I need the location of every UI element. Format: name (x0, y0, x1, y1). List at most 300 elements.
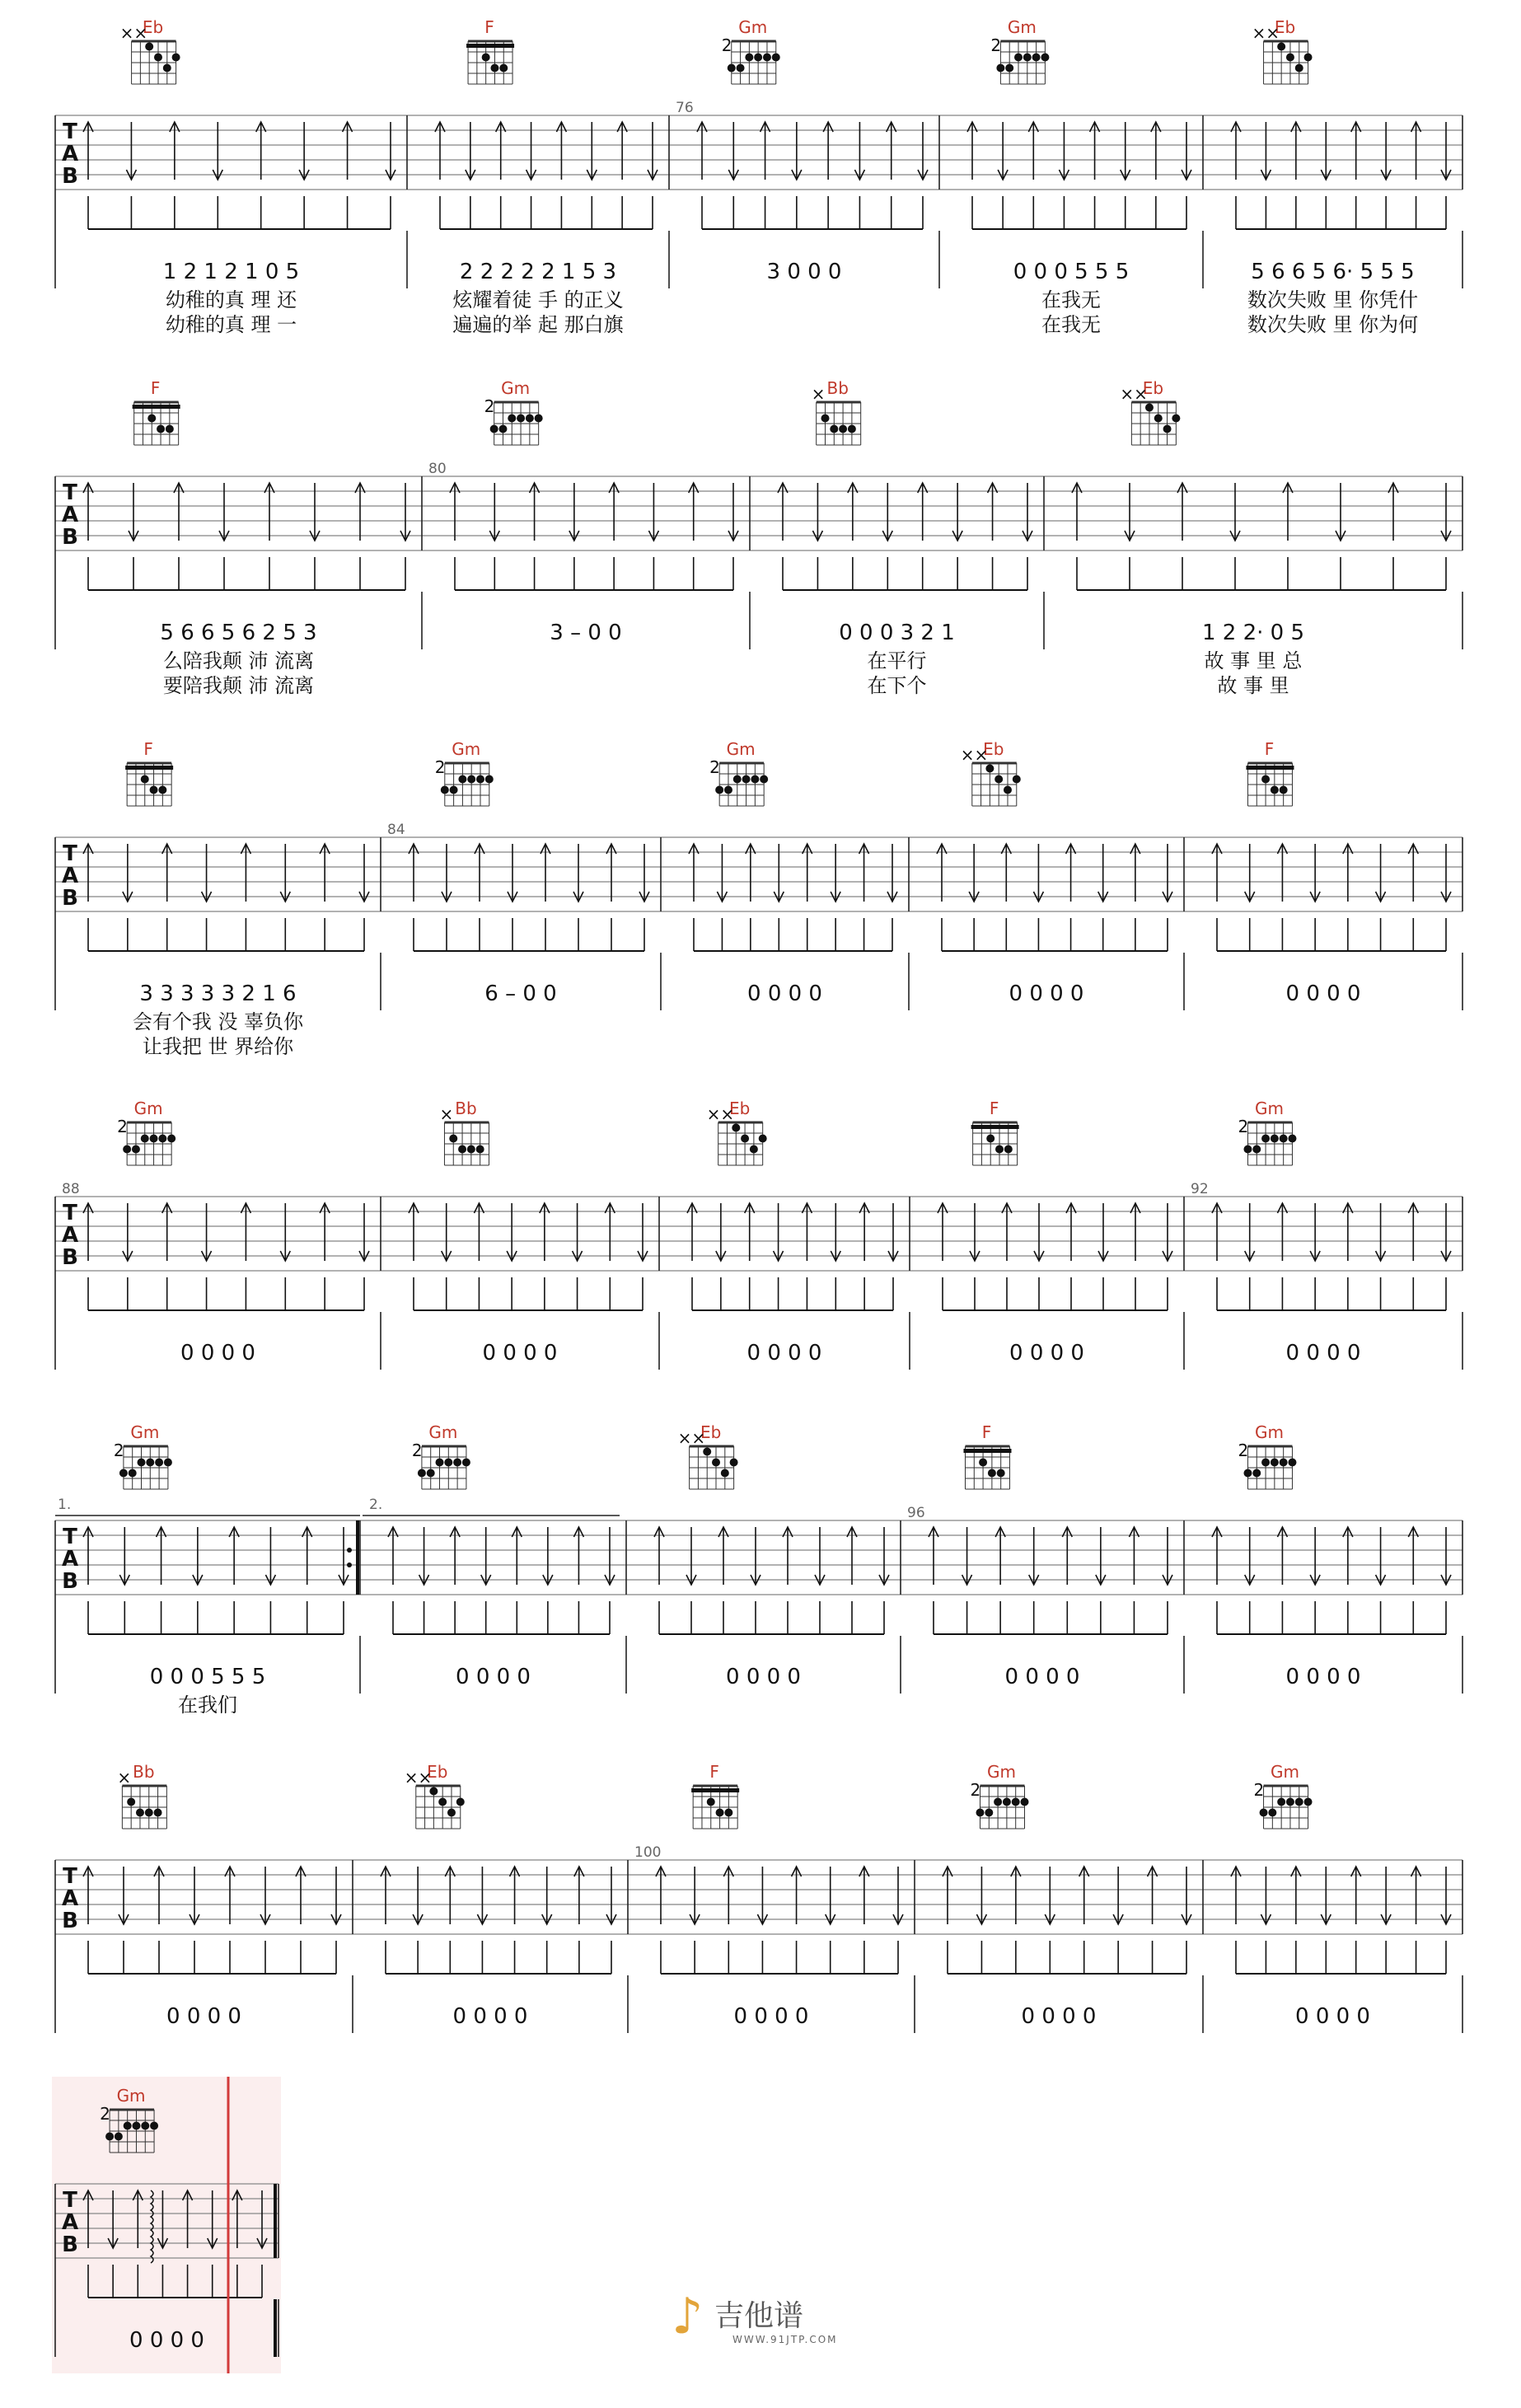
measure (1231, 1762, 1462, 2033)
chord-dot (155, 1459, 163, 1467)
chord-dot (712, 1459, 720, 1467)
chord-dot (1012, 1798, 1020, 1806)
chord-dot (996, 64, 1004, 73)
strum-up-arrow (83, 483, 93, 590)
strum-down-arrow (1033, 844, 1043, 951)
chord-fret-number: 2 (1238, 1117, 1249, 1136)
strum-down-arrow (812, 483, 822, 590)
chord-name: F (1264, 739, 1275, 759)
chord-diagram (125, 739, 173, 806)
chord-dot (438, 1798, 447, 1806)
chord-fret-number: 2 (709, 757, 720, 777)
chord-mute-mark: × (811, 384, 826, 404)
chord-dot (138, 1459, 146, 1467)
strum-down-arrow (728, 483, 738, 590)
strum-down-arrow (888, 1203, 898, 1310)
chord-name: Bb (133, 1762, 155, 1782)
strum-down-arrow (792, 122, 802, 229)
strum-down-arrow (1321, 122, 1331, 229)
strum-down-arrow (359, 844, 369, 951)
strum-up-arrow (450, 1527, 460, 1634)
chord-diagram (961, 739, 1021, 806)
strum-down-arrow (686, 1527, 696, 1634)
numbered-notation: 2 2 2 2 2 1 5 3 (459, 260, 617, 284)
chord-diagram (963, 1422, 1011, 1489)
strum-down-arrow (690, 1867, 700, 1974)
chord-dot (444, 1459, 452, 1467)
strum-down-arrow (970, 1203, 980, 1310)
strum-up-arrow (83, 1203, 93, 1310)
chord-dot (526, 415, 534, 423)
strum-down-arrow (202, 844, 212, 951)
chord-dot (1277, 43, 1285, 51)
chord-dot (1277, 1798, 1285, 1806)
strum-down-arrow (1034, 1203, 1044, 1310)
chord-mute-mark: ×× (960, 745, 989, 765)
chord-diagram (1238, 1099, 1296, 1165)
numbered-notation: 0 0 0 0 (726, 1665, 801, 1689)
chord-fret-number: 2 (970, 1780, 981, 1800)
strum-down-arrow (1098, 844, 1108, 951)
chord-dot (1252, 1145, 1261, 1154)
strum-up-arrow (409, 1203, 419, 1310)
strum-up-arrow (1011, 1867, 1021, 1974)
chord-dot (1261, 775, 1270, 784)
tab-clef-a: A (61, 1547, 79, 1572)
strum-up-arrow (1408, 1203, 1418, 1310)
strum-up-arrow (1212, 844, 1222, 951)
strum-up-arrow (746, 844, 756, 951)
numbered-notation: 0 0 0 0 (452, 2004, 528, 2029)
system-2 (55, 378, 1462, 697)
numbered-notation: 3 0 0 0 (766, 260, 842, 284)
chord-dot (157, 425, 165, 433)
strum-down-arrow (728, 122, 738, 229)
strum-up-arrow (343, 122, 353, 229)
tab-clef-a: A (61, 142, 79, 166)
strum-up-arrow (1388, 483, 1398, 590)
chord-dot (750, 1145, 758, 1154)
chord-name: Gm (987, 1762, 1016, 1782)
strum-up-arrow (512, 1527, 522, 1634)
chord-dot (427, 1469, 435, 1478)
measure-number: 100 (634, 1844, 662, 1861)
chord-dot (1154, 415, 1163, 423)
strum-up-arrow (1001, 844, 1011, 951)
chord-name: Gm (1007, 17, 1037, 37)
strum-down-arrow (1310, 844, 1320, 951)
chord-diagram (133, 378, 180, 445)
chord-fret-number: 2 (117, 1117, 128, 1136)
strum-up-arrow (1062, 1527, 1072, 1634)
measure-number: 92 (1191, 1181, 1209, 1197)
lyric-line-1: 故 事 里 总 (1204, 649, 1303, 672)
chord-name: Gm (116, 2086, 146, 2106)
chord-dot (124, 2122, 132, 2130)
lyric-line-1: 在平行 (867, 649, 927, 672)
strum-up-arrow (1408, 1527, 1418, 1634)
strum-down-arrow (569, 483, 579, 590)
measure (387, 739, 661, 1010)
chord-dot (154, 54, 162, 62)
strum-down-arrow (879, 1527, 889, 1634)
strum-down-arrow (638, 1203, 648, 1310)
strum-up-arrow (1066, 844, 1076, 951)
chord-dot (985, 1809, 993, 1817)
system-6 (55, 1762, 1462, 2033)
strum-down-arrow (1045, 1867, 1055, 1974)
numbered-notation: 1 2 2· 0 5 (1201, 621, 1305, 645)
chord-dot (839, 425, 847, 433)
system-5 (55, 1422, 1462, 1717)
strum-up-arrow (995, 1527, 1005, 1634)
strum-up-arrow (718, 1527, 728, 1634)
strum-down-arrow (717, 844, 727, 951)
strum-up-arrow (445, 1867, 455, 1974)
chord-dot (123, 1145, 131, 1154)
strum-down-arrow (190, 1867, 199, 1974)
chord-barre (125, 766, 173, 770)
measure (83, 1422, 360, 1717)
strum-down-arrow (1113, 1867, 1123, 1974)
numbered-notation: 0 0 0 0 (1009, 1341, 1084, 1366)
chord-name: Eb (729, 1099, 751, 1118)
strum-down-arrow (280, 1203, 290, 1310)
chord-mute-mark: ×× (119, 23, 148, 43)
strum-down-arrow (606, 1867, 616, 1974)
chord-dot (147, 415, 156, 423)
measure (428, 378, 750, 649)
strum-down-arrow (1441, 844, 1451, 951)
strum-down-arrow (716, 1203, 726, 1310)
numbered-notation: 5 6 6 5 6 2 5 3 (160, 621, 317, 645)
strum-up-arrow (656, 1867, 666, 1974)
strum-down-arrow (542, 1867, 552, 1974)
strum-down-arrow (1441, 1867, 1451, 1974)
strum-down-arrow (1182, 1867, 1191, 1974)
strum-up-arrow (859, 1867, 869, 1974)
numbered-notation: 3 – 0 0 (550, 621, 622, 645)
chord-name: F (709, 1762, 719, 1782)
strum-down-arrow (1245, 1527, 1255, 1634)
numbered-notation: 0 0 0 0 (746, 1341, 822, 1366)
chord-diagram (1238, 1422, 1296, 1489)
strum-up-arrow (1090, 122, 1100, 229)
strum-down-arrow (339, 1527, 349, 1634)
chord-dot (449, 1135, 457, 1143)
strum-up-arrow (540, 1203, 550, 1310)
numbered-notation: 6 – 0 0 (484, 981, 557, 1006)
strum-up-arrow (320, 1203, 330, 1310)
tab-clef-a: A (61, 1223, 79, 1248)
numbered-notation: 0 0 0 0 (1295, 2004, 1370, 2029)
measure (689, 739, 909, 1010)
strum-down-arrow (587, 122, 597, 229)
chord-name: Gm (1254, 1099, 1284, 1118)
chord-diagram (691, 1762, 739, 1829)
numbered-notation: 3 3 3 3 3 2 1 6 (139, 981, 297, 1006)
strum-down-arrow (605, 1527, 615, 1634)
chord-dot (1243, 1145, 1252, 1154)
strum-down-arrow (466, 122, 475, 229)
measure (83, 17, 407, 336)
chord-name: Gm (1254, 1422, 1284, 1442)
chord-dot (772, 54, 780, 62)
tab-clef-t: T (63, 1201, 77, 1225)
chord-diagram (1120, 378, 1180, 445)
chord-dot (1261, 1135, 1270, 1143)
strum-up-arrow (937, 844, 947, 951)
chord-barre (466, 44, 514, 48)
strum-up-arrow (1351, 1867, 1361, 1974)
strum-down-arrow (882, 483, 892, 590)
chord-name: Eb (700, 1422, 722, 1442)
lyric-line-1: 会有个我 没 辜负你 (132, 1010, 304, 1033)
chord-dot (1005, 64, 1013, 73)
numbered-notation: 0 0 0 0 (1285, 1665, 1361, 1689)
chord-dot (988, 1469, 996, 1478)
lyric-line-1: 么陪我颠 沛 流离 (162, 649, 315, 672)
strum-down-arrow (1441, 1203, 1451, 1310)
numbered-notation: 1 2 1 2 1 0 5 (162, 260, 300, 284)
chord-dot (1295, 64, 1303, 73)
strum-down-arrow (123, 844, 133, 951)
strum-down-arrow (1376, 1203, 1386, 1310)
strum-up-arrow (1408, 844, 1418, 951)
chord-dot (462, 1459, 470, 1467)
strum-up-arrow (778, 483, 788, 590)
strum-down-arrow (1163, 844, 1172, 951)
tab-clef-t: T (63, 480, 77, 505)
measure (778, 378, 1044, 697)
strum-down-arrow (815, 1527, 825, 1634)
strum-up-arrow (510, 1867, 520, 1974)
chord-dot (163, 64, 171, 73)
chord-dot (429, 1787, 438, 1796)
strum-down-arrow (1261, 1867, 1271, 1974)
chord-dot (703, 1448, 711, 1456)
strum-down-arrow (1381, 1867, 1391, 1974)
chord-dot (1286, 1798, 1294, 1806)
guitar-logo-icon: ♪ (672, 2288, 704, 2345)
chord-dot (1271, 1135, 1279, 1143)
chord-dot (1271, 786, 1279, 794)
lyric-line-2: 幼稚的真 理 一 (165, 313, 297, 336)
chord-dot (499, 64, 508, 73)
numbered-notation: 0 0 0 0 (129, 2328, 204, 2353)
strum-down-arrow (854, 122, 864, 229)
chord-dot (517, 415, 525, 423)
chord-dot (728, 64, 736, 73)
lyric-line-2: 让我把 世 界给你 (142, 1035, 294, 1058)
chord-dot (1004, 786, 1012, 794)
strum-down-arrow (310, 483, 320, 590)
strum-down-arrow (193, 1527, 203, 1634)
strum-down-arrow (477, 1867, 487, 1974)
strum-up-arrow (162, 1203, 172, 1310)
strum-down-arrow (1245, 1203, 1255, 1310)
lyric-line-1: 在我无 (1041, 288, 1101, 312)
chord-dot (418, 1469, 426, 1478)
strum-up-arrow (783, 1527, 793, 1634)
strum-up-arrow (83, 1527, 93, 1634)
chord-mute-mark: ×× (706, 1104, 735, 1124)
chord-diagram (971, 1762, 1029, 1829)
numbered-notation: 0 0 0 0 (1285, 981, 1361, 1006)
chord-dot (1288, 1459, 1296, 1467)
measure (907, 1422, 1184, 1694)
strum-up-arrow (574, 1867, 584, 1974)
strum-up-arrow (1002, 1203, 1012, 1310)
measure (83, 378, 422, 697)
chord-dot (158, 786, 166, 794)
measure (1212, 1422, 1462, 1694)
strum-down-arrow (413, 1867, 423, 1974)
chord-dot (1041, 54, 1049, 62)
chord-dot (1032, 54, 1041, 62)
chord-dot (150, 2122, 158, 2130)
strum-up-arrow (1148, 1867, 1158, 1974)
strum-down-arrow (1245, 844, 1255, 951)
measure (634, 1762, 915, 2033)
tab-clef-t: T (63, 1864, 77, 1889)
chord-dot (141, 2122, 149, 2130)
chord-dot (1304, 1798, 1313, 1806)
tab-clef-b: B (62, 2232, 78, 2257)
chord-name: Bb (826, 378, 849, 398)
strum-down-arrow (481, 1527, 491, 1634)
chord-dot (759, 1135, 767, 1143)
numbered-notation: 0 0 0 0 (1004, 1665, 1080, 1689)
numbered-notation: 0 0 0 3 2 1 (839, 621, 955, 645)
chord-diagram (405, 1762, 465, 1829)
chord-name: F (981, 1422, 992, 1442)
chord-dot (447, 1809, 456, 1817)
strum-down-arrow (331, 1867, 341, 1974)
strum-down-arrow (1376, 844, 1386, 951)
chord-dot (733, 775, 742, 784)
strum-up-arrow (760, 122, 770, 229)
strum-down-arrow (893, 1867, 903, 1974)
measure (388, 1422, 626, 1694)
chord-dot (1243, 1469, 1252, 1478)
strum-down-arrow (1230, 483, 1240, 590)
strum-down-arrow (442, 1203, 452, 1310)
strum-down-arrow (1163, 1203, 1172, 1310)
chord-dot (994, 1798, 1002, 1806)
strum-up-arrow (929, 1527, 938, 1634)
chord-mute-mark: ×× (1120, 384, 1148, 404)
lyric-line-2: 故 事 里 (1217, 674, 1289, 697)
chord-dot (490, 64, 498, 73)
strum-up-arrow (606, 844, 616, 951)
strum-down-arrow (280, 844, 290, 951)
chord-diagram (971, 1099, 1019, 1165)
strum-up-arrow (157, 1527, 166, 1634)
strum-up-arrow (1151, 122, 1161, 229)
measure (1231, 17, 1462, 336)
chord-dot (467, 1145, 475, 1154)
strum-up-arrow (573, 1527, 583, 1634)
chord-dot (760, 775, 768, 784)
chord-name: Eb (142, 17, 164, 37)
chord-dot (164, 1459, 172, 1467)
strum-up-arrow (938, 1203, 948, 1310)
tab-clef-t: T (63, 2188, 77, 2213)
measure (409, 1099, 659, 1370)
strum-down-arrow (1441, 1527, 1451, 1634)
chord-dot (441, 786, 449, 794)
lyric-line-2: 要陪我颠 沛 流离 (162, 674, 315, 697)
chord-diagram (117, 1762, 166, 1829)
strum-down-arrow (976, 1867, 986, 1974)
chord-dot (129, 1469, 137, 1478)
strum-up-arrow (83, 844, 93, 951)
strum-up-arrow (241, 844, 250, 951)
tab-clef-a: A (61, 2210, 79, 2235)
strum-up-arrow (1291, 1867, 1301, 1974)
strum-up-arrow (617, 122, 627, 229)
site-url: WWW.91JTP.COM (732, 2334, 838, 2345)
strum-down-arrow (126, 122, 136, 229)
chord-name: Bb (455, 1099, 477, 1118)
system-4 (55, 1099, 1462, 1370)
chord-diagram (120, 17, 180, 84)
chord-diagram (709, 739, 768, 806)
strum-up-arrow (1177, 483, 1187, 590)
strum-up-arrow (162, 844, 172, 951)
measure-number: 96 (907, 1505, 925, 1521)
measure-number: 80 (428, 461, 447, 477)
chord-dot (763, 54, 771, 62)
chord-name: F (989, 1099, 999, 1118)
chord-diagram (812, 378, 861, 445)
chord-fret-number: 2 (990, 35, 1002, 55)
chord-dot (1271, 1459, 1279, 1467)
strum-up-arrow (1130, 1203, 1140, 1310)
strum-up-arrow (154, 1867, 164, 1974)
measure (654, 1422, 901, 1694)
strum-up-arrow (687, 1203, 697, 1310)
chord-dot (751, 775, 759, 784)
chord-dot (1003, 1798, 1011, 1806)
strum-down-arrow (998, 122, 1008, 229)
strum-up-arrow (474, 1203, 484, 1310)
chord-dot (141, 1135, 149, 1143)
strum-up-arrow (1291, 122, 1301, 229)
chord-name: Eb (1142, 378, 1164, 398)
strum-up-arrow (530, 483, 540, 590)
numbered-notation: 0 0 0 5 5 5 (1013, 260, 1130, 284)
strum-up-arrow (1277, 1203, 1287, 1310)
site-brand-name: 吉他谱 (714, 2299, 804, 2333)
lyric-line-2: 数次失败 里 你为何 (1247, 313, 1419, 336)
tab-clef-b: B (62, 164, 78, 189)
chord-dot (166, 425, 174, 433)
lyric-line-2: 在下个 (867, 674, 927, 697)
tab-clef-t: T (63, 119, 77, 144)
chord-dot (737, 64, 745, 73)
strum-up-arrow (859, 844, 869, 951)
chord-barre (133, 405, 180, 409)
strum-down-arrow (119, 1527, 129, 1634)
chord-dot (476, 775, 484, 784)
ending-1-label: 1. (58, 1497, 72, 1513)
strum-up-arrow (689, 844, 699, 951)
strum-up-arrow (605, 1203, 615, 1310)
strum-up-arrow (320, 844, 330, 951)
strum-down-arrow (119, 1867, 129, 1974)
